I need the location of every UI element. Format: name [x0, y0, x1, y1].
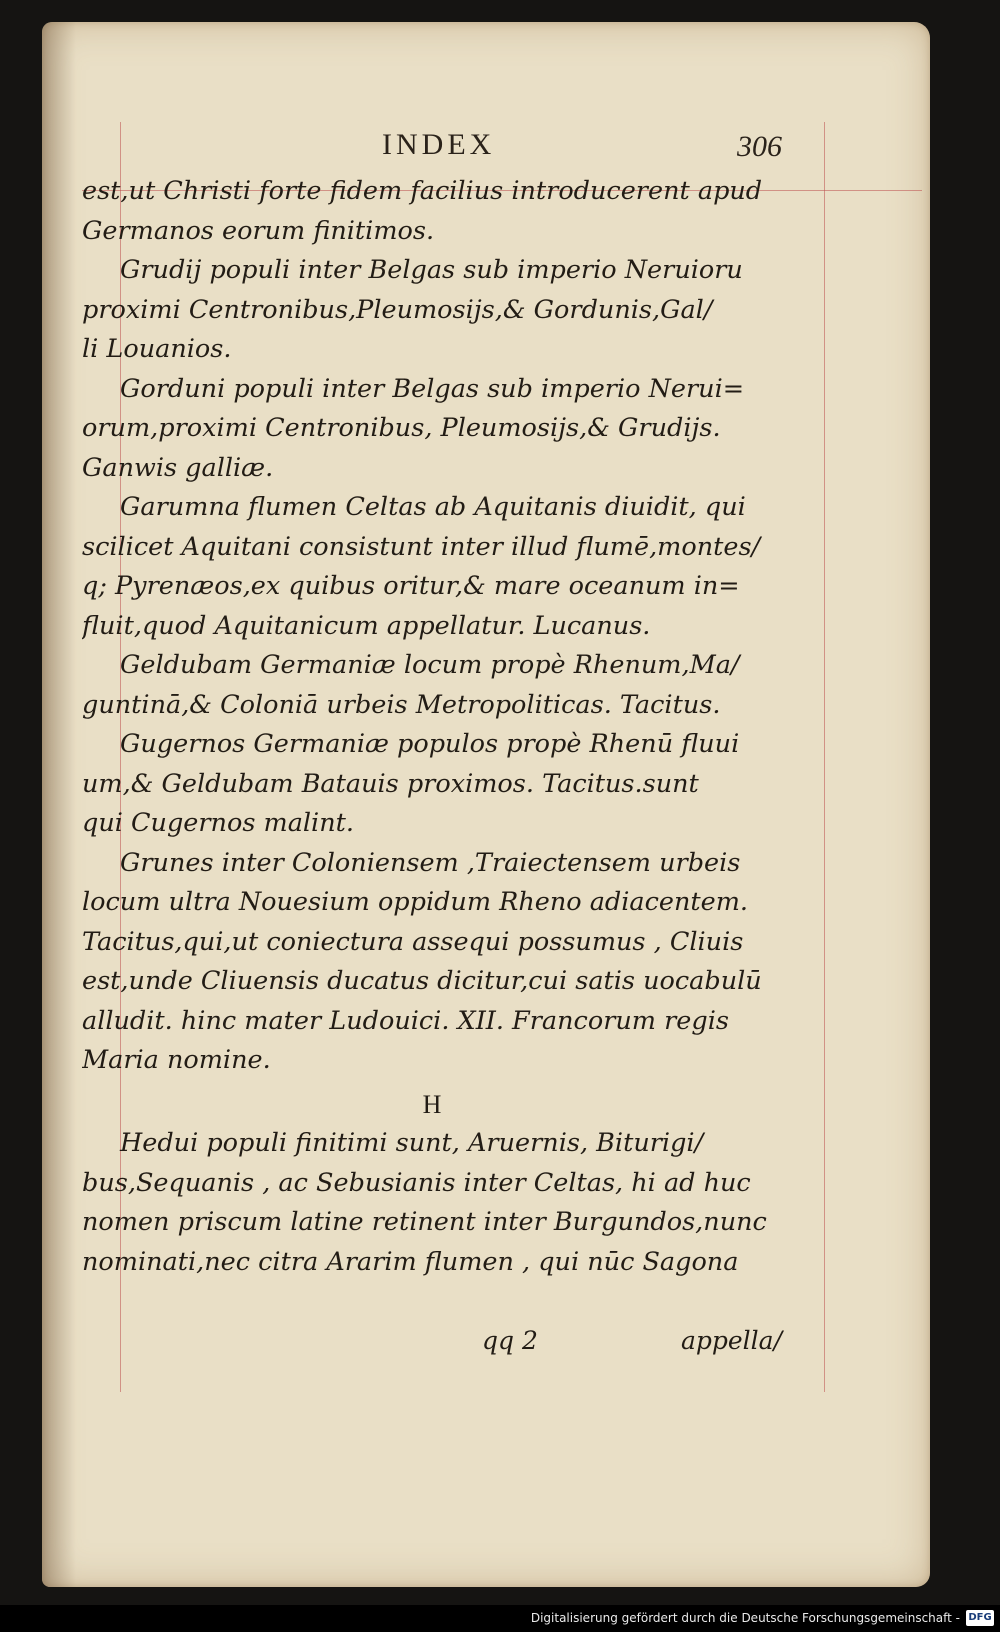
- text-line: fluit,quod Aquitanicum appellatur. Lucanus.: [82, 610, 651, 641]
- text-line: li Louanios.: [82, 334, 232, 364]
- text-line: est,ut Christi forte fidem facilius introducerent apud: [82, 176, 763, 206]
- text-line: alludit. hinc mater Ludouici. XII. Francorum regis: [82, 1005, 729, 1036]
- index-entries-g: [82, 172, 782, 1081]
- catchword: appella/: [680, 1326, 782, 1355]
- section-letter: H: [422, 1089, 442, 1119]
- page-footer: [82, 1326, 782, 1366]
- text-line: Gorduni populi inter Belgas sub imperio Nerui=: [120, 373, 745, 404]
- text-line: Geldubam Germaniæ locum propè Rhenum,Ma/: [120, 650, 740, 680]
- index-entries-h: [82, 1124, 782, 1282]
- text-line: Maria nomine.: [82, 1045, 271, 1075]
- text-line: nominati,nec citra Ararim flumen , qui nūc Sagona: [82, 1246, 739, 1277]
- text-line: est,unde Cliuensis ducatus dicitur,cui satis uocabulū: [82, 966, 762, 996]
- credit-bar: [0, 1605, 1000, 1632]
- page-header: [82, 128, 782, 174]
- text-line: bus,Sequanis , ac Sebusianis inter Celtas, hi ad huc: [82, 1167, 751, 1198]
- text-line: orum,proximi Centronibus, Pleumosijs,& Grudijs.: [82, 413, 721, 443]
- text-line: Hedui populi finitimi sunt, Aruernis, Biturigi/: [120, 1128, 704, 1158]
- text-line: Grudij populi inter Belgas sub imperio Neruioru: [120, 255, 743, 285]
- text-line: um,& Geldubam Batauis proximos. Tacitus.sunt: [82, 768, 699, 799]
- text-line: guntinā,& Coloniā urbeis Metropoliticas. Tacitus.: [82, 689, 721, 720]
- page-number: 306: [737, 130, 782, 163]
- running-title: INDEX: [382, 128, 496, 161]
- text-line: Ganwis galliæ.: [82, 452, 274, 483]
- text-line: nomen priscum latine retinent inter Burgundos,nunc: [82, 1207, 767, 1237]
- text-line: Grunes inter Coloniensem ,Traiectensem urbeis: [120, 847, 741, 878]
- text-line: proximi Centronibus,Pleumosijs,& Gordunis,Gal/: [82, 294, 713, 325]
- text-line: q; Pyrenæos,ex quibus oritur,& mare oceanum in=: [82, 571, 740, 601]
- text-line: scilicet Aquitani consistunt inter illud flumē,montes/: [82, 531, 761, 562]
- text-line: Tacitus,qui,ut coniectura assequi possumus , Cliuis: [82, 926, 744, 957]
- index-text: [82, 172, 782, 1282]
- signature-mark: qq 2: [482, 1326, 538, 1355]
- dfg-logo-icon: DFG: [966, 1610, 994, 1626]
- text-line: Gugernos Germaniæ populos propè Rhenū fluui: [120, 729, 740, 759]
- text-line: qui Cugernos malint.: [82, 808, 354, 838]
- text-line: Garumna flumen Celtas ab Aquitanis diuidit, qui: [120, 492, 746, 522]
- text-line: Germanos eorum finitimos.: [82, 215, 435, 246]
- ruled-line-right: [824, 122, 825, 1392]
- credit-text: Digitalisierung gefördert durch die Deutsche Forschungsgemeinschaft -: [530, 1611, 960, 1625]
- text-line: locum ultra Nouesium oppidum Rheno adiacentem.: [82, 887, 749, 917]
